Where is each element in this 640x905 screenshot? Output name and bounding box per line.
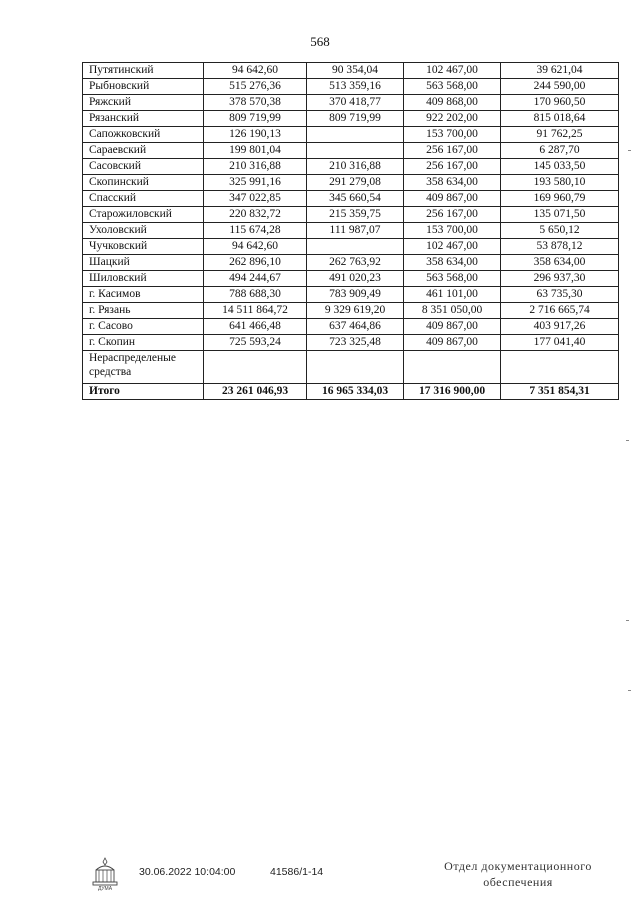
cell-value: 8 351 050,00 bbox=[404, 303, 501, 319]
total-value: 17 316 900,00 bbox=[404, 384, 501, 400]
total-value: 16 965 334,03 bbox=[307, 384, 404, 400]
cell-value: 403 917,26 bbox=[501, 319, 619, 335]
table-row bbox=[83, 143, 619, 159]
cell-value: 102 467,00 bbox=[404, 63, 501, 79]
margin-mark bbox=[626, 440, 629, 441]
row-name: Путятинский bbox=[83, 63, 204, 79]
department-stamp bbox=[438, 858, 598, 890]
table-row bbox=[83, 159, 619, 175]
table-row bbox=[83, 79, 619, 95]
cell-value: 256 167,00 bbox=[404, 207, 501, 223]
cell-value: 9 329 619,20 bbox=[307, 303, 404, 319]
total-value: 7 351 854,31 bbox=[501, 384, 619, 400]
cell-value: 210 316,88 bbox=[307, 159, 404, 175]
cell-value: 370 418,77 bbox=[307, 95, 404, 111]
cell-value: 102 467,00 bbox=[404, 239, 501, 255]
cell-value: 358 634,00 bbox=[404, 255, 501, 271]
cell-value bbox=[307, 239, 404, 255]
cell-value bbox=[404, 351, 501, 384]
cell-value: 409 867,00 bbox=[404, 319, 501, 335]
cell-value: 563 568,00 bbox=[404, 271, 501, 287]
cell-value: 815 018,64 bbox=[501, 111, 619, 127]
cell-value: 783 909,49 bbox=[307, 287, 404, 303]
table-row bbox=[83, 191, 619, 207]
cell-value: 135 071,50 bbox=[501, 207, 619, 223]
footer-doc-number: 41586/1-14 bbox=[270, 866, 324, 878]
cell-value: 177 041,40 bbox=[501, 335, 619, 351]
cell-value bbox=[307, 143, 404, 159]
cell-value: 291 279,08 bbox=[307, 175, 404, 191]
margin-mark bbox=[626, 620, 629, 621]
cell-value: 94 642,60 bbox=[204, 239, 307, 255]
row-name: Ухоловский bbox=[83, 223, 204, 239]
cell-value: 199 801,04 bbox=[204, 143, 307, 159]
cell-value: 922 202,00 bbox=[404, 111, 501, 127]
cell-value: 14 511 864,72 bbox=[204, 303, 307, 319]
table-row bbox=[83, 223, 619, 239]
row-name: Сапожковский bbox=[83, 127, 204, 143]
cell-value: 725 593,24 bbox=[204, 335, 307, 351]
cell-value: 409 867,00 bbox=[404, 191, 501, 207]
table-row bbox=[83, 175, 619, 191]
cell-value: 262 763,92 bbox=[307, 255, 404, 271]
cell-value: 461 101,00 bbox=[404, 287, 501, 303]
cell-value: 94 642,60 bbox=[204, 63, 307, 79]
cell-value: 262 896,10 bbox=[204, 255, 307, 271]
cell-value: 193 580,10 bbox=[501, 175, 619, 191]
total-value: 23 261 046,93 bbox=[204, 384, 307, 400]
table-row bbox=[83, 127, 619, 143]
table-row bbox=[83, 335, 619, 351]
cell-value: 153 700,00 bbox=[404, 127, 501, 143]
cell-value: 641 466,48 bbox=[204, 319, 307, 335]
cell-value bbox=[204, 351, 307, 384]
cell-value: 494 244,67 bbox=[204, 271, 307, 287]
cell-value: 358 634,00 bbox=[501, 255, 619, 271]
row-name: Шиловский bbox=[83, 271, 204, 287]
cell-value: 53 878,12 bbox=[501, 239, 619, 255]
total-label: Итого bbox=[83, 384, 204, 400]
table-body bbox=[83, 63, 619, 400]
cell-value: 115 674,28 bbox=[204, 223, 307, 239]
table-row bbox=[83, 319, 619, 335]
row-name: Чучковский bbox=[83, 239, 204, 255]
cell-value: 347 022,85 bbox=[204, 191, 307, 207]
row-name: Нераспределеные средства bbox=[83, 351, 204, 384]
cell-value: 637 464,86 bbox=[307, 319, 404, 335]
cell-value: 126 190,13 bbox=[204, 127, 307, 143]
cell-value: 63 735,30 bbox=[501, 287, 619, 303]
cell-value: 513 359,16 bbox=[307, 79, 404, 95]
cell-value: 2 716 665,74 bbox=[501, 303, 619, 319]
duma-emblem-icon bbox=[90, 856, 120, 892]
cell-value: 409 867,00 bbox=[404, 335, 501, 351]
footer-datetime: 30.06.2022 10:04:00 bbox=[139, 866, 236, 878]
row-name: Скопинский bbox=[83, 175, 204, 191]
cell-value: 215 359,75 bbox=[307, 207, 404, 223]
cell-value: 169 960,79 bbox=[501, 191, 619, 207]
cell-value: 378 570,38 bbox=[204, 95, 307, 111]
allocation-table bbox=[82, 62, 619, 400]
cell-value: 210 316,88 bbox=[204, 159, 307, 175]
row-name: Спасский bbox=[83, 191, 204, 207]
cell-value: 256 167,00 bbox=[404, 159, 501, 175]
cell-value: 91 762,25 bbox=[501, 127, 619, 143]
svg-text:ДУМА: ДУМА bbox=[97, 886, 113, 892]
cell-value: 491 020,23 bbox=[307, 271, 404, 287]
row-name: г. Рязань bbox=[83, 303, 204, 319]
row-name: г. Скопин bbox=[83, 335, 204, 351]
table-row bbox=[83, 63, 619, 79]
cell-value: 39 621,04 bbox=[501, 63, 619, 79]
cell-value: 111 987,07 bbox=[307, 223, 404, 239]
cell-value: 145 033,50 bbox=[501, 159, 619, 175]
cell-value bbox=[501, 351, 619, 384]
cell-value: 515 276,36 bbox=[204, 79, 307, 95]
cell-value bbox=[307, 351, 404, 384]
cell-value: 409 868,00 bbox=[404, 95, 501, 111]
table-row bbox=[83, 207, 619, 223]
cell-value: 723 325,48 bbox=[307, 335, 404, 351]
cell-value: 244 590,00 bbox=[501, 79, 619, 95]
stamp-line-1: Отдел документационного bbox=[444, 859, 592, 873]
cell-value: 296 937,30 bbox=[501, 271, 619, 287]
cell-value: 5 650,12 bbox=[501, 223, 619, 239]
table-row bbox=[83, 95, 619, 111]
cell-value: 563 568,00 bbox=[404, 79, 501, 95]
cell-value: 809 719,99 bbox=[204, 111, 307, 127]
row-name: Сасовский bbox=[83, 159, 204, 175]
row-name: Шацкий bbox=[83, 255, 204, 271]
cell-value: 90 354,04 bbox=[307, 63, 404, 79]
page-number: 568 bbox=[310, 34, 330, 49]
row-name: Рыбновский bbox=[83, 79, 204, 95]
row-name: Старожиловский bbox=[83, 207, 204, 223]
cell-value bbox=[307, 127, 404, 143]
table-row bbox=[83, 271, 619, 287]
cell-value: 220 832,72 bbox=[204, 207, 307, 223]
cell-value: 6 287,70 bbox=[501, 143, 619, 159]
table-row-total bbox=[83, 384, 619, 400]
stamp-line-2: обеспечения bbox=[483, 875, 553, 889]
table-row bbox=[83, 111, 619, 127]
cell-value: 256 167,00 bbox=[404, 143, 501, 159]
table-row bbox=[83, 303, 619, 319]
cell-value: 345 660,54 bbox=[307, 191, 404, 207]
cell-value: 788 688,30 bbox=[204, 287, 307, 303]
table-row bbox=[83, 239, 619, 255]
table-row bbox=[83, 255, 619, 271]
row-name: г. Касимов bbox=[83, 287, 204, 303]
row-name: Рязанский bbox=[83, 111, 204, 127]
margin-mark bbox=[628, 150, 631, 151]
cell-value: 170 960,50 bbox=[501, 95, 619, 111]
table-row bbox=[83, 287, 619, 303]
row-name: Ряжский bbox=[83, 95, 204, 111]
cell-value: 325 991,16 bbox=[204, 175, 307, 191]
row-name: г. Сасово bbox=[83, 319, 204, 335]
cell-value: 809 719,99 bbox=[307, 111, 404, 127]
margin-mark bbox=[628, 690, 631, 691]
cell-value: 358 634,00 bbox=[404, 175, 501, 191]
cell-value: 153 700,00 bbox=[404, 223, 501, 239]
row-name: Сараевский bbox=[83, 143, 204, 159]
table-row-unallocated bbox=[83, 351, 619, 384]
